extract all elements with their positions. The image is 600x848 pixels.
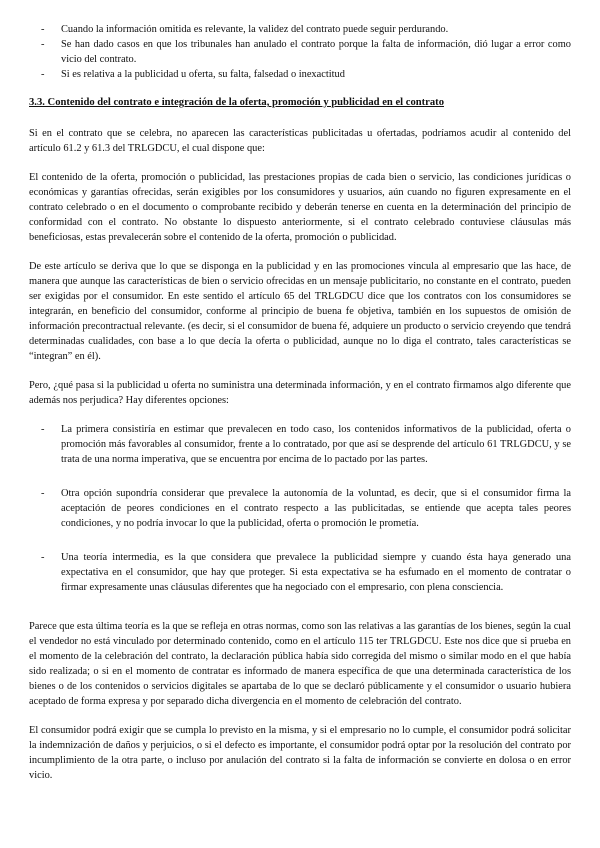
bullet-dash: - xyxy=(41,39,45,50)
options-list xyxy=(41,422,571,595)
option-text: Otra opción supondría considerar que prevalece la autonomía de la voluntad, es decir, que si el consumidor firma la aceptación de peores condiciones en el contrato respecto a las publicitadas, se entiende que acepta tales peores condiciones, y no podría invocar lo que la publicidad, oferta o promoción le prometía. xyxy=(61,488,571,529)
bullet-dash: - xyxy=(41,488,45,499)
bullet-list xyxy=(41,22,571,82)
paragraph-explanation: De este artículo se deriva que lo que se disponga en la publicidad y en las promociones vincula al empresario que las hace, de manera que aunque las características de bien o servicio ofrecidas en un mensaje publicitario, no constante en el contrato, pueden ser exigidas por el consumidor. En este sentido el artículo 65 del TRLGDCU dice que los contratos con los consumidores se integrarán, en beneficio del consumidor, conforme al principio de buena fe objetiva, también en los supuestos de omisión de información precontractual relevante. (es decir, si el consumidor de buena fé, adquiere un producto o servicio creyendo que tendrá determinadas cualidades, con base a lo que decía la oferta o publicidad, aunque no lo diga el contrato, tales características se “integran” en él). xyxy=(29,261,571,362)
paragraph-intro: Si en el contrato que se celebra, no aparecen las características publicitadas u ofertadas, podríamos acudir al contenido del artículo 61.2 y 61.3 del TRLGDCU, el cual dispone que: xyxy=(29,128,571,154)
option-text: La primera consistiría en estimar que prevalecen en todo caso, los contenidos informativos de la publicidad, oferta o promoción más favorables al consumidor, frente a lo contratado, por que así se desprende del artículo 61 TRLGDCU, y se trata de una norma imperativa, que se encuentra por encima de lo pactado por las partes. xyxy=(61,424,571,465)
paragraph-remedies: El consumidor podrá exigir que se cumpla lo previsto en la misma, y si el empresario no lo cumple, el consumidor podrá solicitar la indemnización de daños y perjuicios, o si el defecto es importante, el consumidor podrá optar por la resolución del contrato por incumplimiento de la otra parte, o incluso por anulación del contrato si la falta de información se convierte en dolosa o en error vicio. xyxy=(29,725,571,781)
list-item-text: Cuando la información omitida es relevante, la validez del contrato puede seguir perdurando. xyxy=(61,24,449,35)
paragraph-article-quote: El contenido de la oferta, promoción o publicidad, las prestaciones propias de cada bien o servicio, las condiciones jurídicas o económicas y garantías ofrecidas, serán exigibles por los consumidores y usuarios, aún cuando no figuren expresamente en el contrato celebrado o en el documento o comprobante recibido y deberán tenerse en cuenta en la determinación del principio de conformidad con el contrato. No obstante lo dispuesto anteriormente, si el contrato celebrado contuviese cláusulas más beneficiosas, estas prevalecerán sobre el contenido de la oferta, promoción o publicidad. xyxy=(29,172,571,243)
bullet-dash: - xyxy=(41,552,45,563)
list-item xyxy=(41,67,571,82)
paragraph-theory: Parece que esta última teoría es la que se refleja en otras normas, como son las relativas a las garantías de los bienes, según la cual el vendedor no está vinculado por determinado contenido, como en el artículo 115 ter TRLGDCU. Este nos dice que si prueba en el momento de la celebración del contrato, la declaración pública había sido corregida del mismo o similar modo en el que había sido realizada; o si en el momento de contratar es informado de manera específica de que una determinada característica de los bienes o de los contenidos o servicios digitales se apartaba de lo que se declaró públicamente y el consumidor o usuario hubiera aceptado de forma expresa y por separado dicha divergencia en el momento de celebración del contrato. xyxy=(29,621,571,707)
list-item xyxy=(41,22,571,37)
option-item xyxy=(41,550,571,595)
list-item-text: Se han dado casos en que los tribunales han anulado el contrato porque la falta de información, dió lugar a error como vicio del contrato. xyxy=(61,39,571,65)
option-item xyxy=(41,422,571,467)
option-text: Una teoría intermedia, es la que considera que prevalece la publicidad siempre y cuando ésta haya generado una expectativa en el consumidor, que hay que proteger. Si esta expectativa se ha esfumado en el momento de contratar o firmar expresamente unas cláusulas diferentes que ha negociado con el empresario, con plena consciencia. xyxy=(61,552,571,593)
list-item xyxy=(41,37,571,67)
document-page xyxy=(29,22,571,783)
bullet-dash: - xyxy=(41,24,45,35)
section-heading: 3.3. Contenido del contrato e integración de la oferta, promoción y publicidad en el contrato xyxy=(29,97,444,108)
paragraph-question: Pero, ¿qué pasa si la publicidad u oferta no suministra una determinada información, y en el contrato firmamos algo diferente que además nos perjudica? Hay diferentes opciones: xyxy=(29,380,571,406)
bullet-dash: - xyxy=(41,424,45,435)
list-item-text: Si es relativa a la publicidad u oferta, su falta, falsedad o inexactitud xyxy=(61,69,345,80)
option-item xyxy=(41,486,571,531)
bullet-dash: - xyxy=(41,69,45,80)
